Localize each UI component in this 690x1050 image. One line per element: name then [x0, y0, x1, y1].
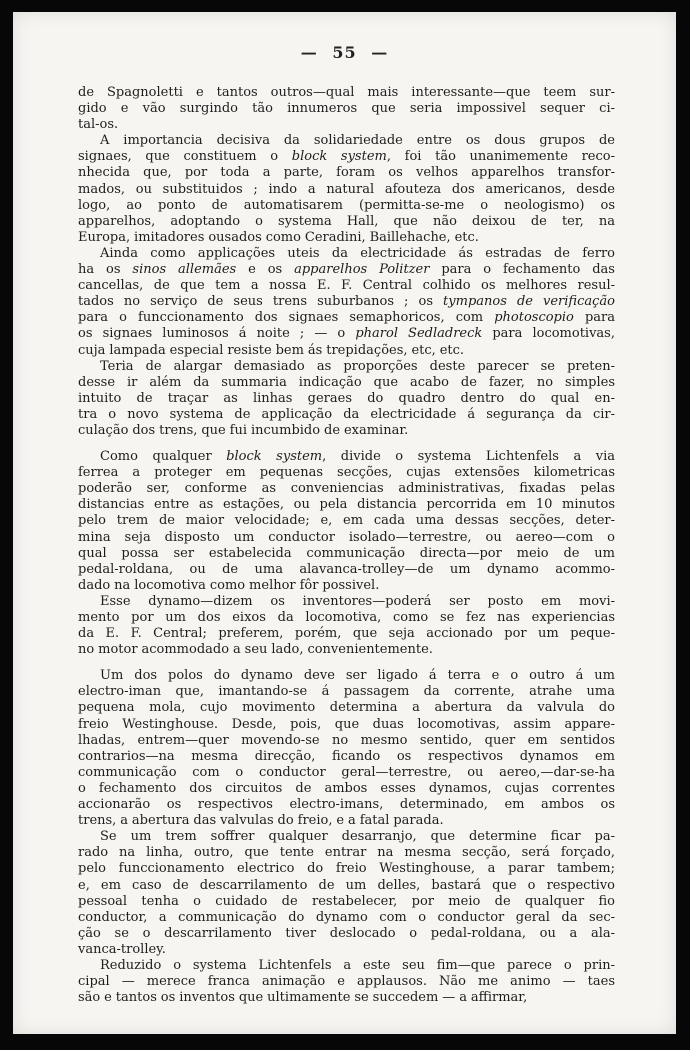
- paragraph: [78, 449, 615, 594]
- text-segment: trens, a abertura das valvulas do freio, e a fatal parada.: [78, 813, 444, 829]
- text-line: [78, 214, 615, 230]
- text-line: [78, 668, 615, 684]
- text-line: [78, 974, 615, 990]
- text-segment: cipal — merece franca animação e applausos. Não me animo — taes: [78, 974, 615, 990]
- text-line: [78, 546, 615, 562]
- scanned-page: [13, 12, 676, 1034]
- text-segment: pequena mola, cujo movimento determina a abertura da valvula do: [78, 700, 615, 716]
- text-segment: no motor acommodado a seu lado, convenientemente.: [78, 642, 433, 658]
- paragraph: [78, 246, 615, 359]
- text-line: [78, 733, 615, 749]
- text-line: [78, 343, 615, 359]
- text-segment: pedal-roldana, ou de uma alavanca-trolley—de um dynamo acommo-: [78, 561, 615, 577]
- text-segment: mados, ou substituidos ; indo a natural afouteza dos americanos, desde: [78, 181, 615, 197]
- text-line: [78, 958, 615, 974]
- text-line: [78, 700, 615, 716]
- italic-text-segment: sinos allemães: [132, 262, 237, 278]
- text-segment: o fechamento dos circuitos de ambos esses dynamos, cujas correntes: [78, 780, 615, 796]
- text-segment: distancias entre as estações, ou pela distancia percorrida em 10 minutos: [78, 497, 615, 513]
- text-line: [78, 926, 615, 942]
- text-segment: pessoal tenha o cuidado de restabelecer, por meio de qualquer fio: [78, 893, 615, 909]
- italic-text-segment: photoscopio: [494, 310, 574, 326]
- text-line: [78, 449, 615, 465]
- paragraph: [78, 85, 615, 133]
- text-segment: Ainda como applicações uteis da electricidade ás estradas de ferro: [100, 245, 615, 261]
- text-segment: communicação com o conductor geral—terrestre, ou aereo,—dar-se-ha: [78, 764, 615, 780]
- text-segment: Se um trem soffrer qualquer desarranjo, que determine ficar pa-: [100, 829, 615, 845]
- text-segment: culação dos trens, que fui incumbido de examinar.: [78, 422, 409, 438]
- text-segment: Um dos polos do dynamo deve ser ligado á terra e o outro á um: [100, 668, 615, 684]
- text-segment: Como qualquer: [100, 449, 227, 465]
- text-segment: contrarios—na mesma direcção, ficando os respectivos dynamos em: [78, 748, 615, 764]
- text-line: [78, 481, 615, 497]
- text-line: [78, 684, 615, 700]
- text-line: [78, 829, 615, 845]
- text-line: [78, 813, 615, 829]
- text-segment: rado na linha, outro, que tente entrar na mesma secção, será forçado,: [78, 845, 615, 861]
- page-number: — 55 —: [300, 43, 389, 62]
- text-segment: pelo funccionamento electrico do freio Westinghouse, a parar tambem;: [78, 861, 615, 877]
- text-segment: tra o novo systema de applicação da electricidade á segurança da cir-: [78, 406, 615, 422]
- text-line: [78, 407, 615, 423]
- italic-text-segment: apparelhos Politzer: [294, 262, 430, 278]
- text-segment: para locomotivas,: [482, 326, 615, 342]
- italic-text-segment: tympanos de verificação: [443, 294, 615, 310]
- text-segment: freio Westinghouse. Desde, pois, que duas locomotivas, assim appare-: [78, 716, 615, 732]
- text-segment: tal-os.: [78, 117, 119, 133]
- text-segment: de Spagnoletti e tantos outros—qual mais interessante—que teem sur-: [78, 85, 615, 100]
- text-line: [78, 610, 615, 626]
- paragraph: [78, 594, 615, 658]
- text-segment: Reduzido o systema Lichtenfels a este seu fim—que parece o prin-: [100, 957, 615, 973]
- text-line: [78, 781, 615, 797]
- italic-text-segment: block system: [291, 149, 387, 165]
- text-line: [78, 310, 615, 326]
- text-segment: , divide o systema Lichtenfels a via: [322, 449, 615, 465]
- text-segment: mento por um dos eixos da locomotiva, como se fez nas experiencias: [78, 610, 615, 625]
- text-line: [78, 375, 615, 391]
- text-segment: para: [573, 310, 615, 326]
- text-segment: conductor, a communicação do dynamo com o conductor geral da sec-: [78, 909, 615, 925]
- text-line: [78, 578, 615, 594]
- paragraph: [78, 668, 615, 829]
- text-line: [78, 133, 615, 149]
- text-line: [78, 878, 615, 894]
- text-segment: dado na locomotiva como melhor fôr possivel.: [78, 577, 380, 593]
- text-line: [78, 497, 615, 513]
- text-line: [78, 894, 615, 910]
- text-segment: para o funccionamento dos signaes semaphoricos, com: [78, 310, 495, 326]
- text-segment: cancellas, de que tem a nossa E. F. Central colhido os melhores resul-: [78, 278, 615, 294]
- text-line: [78, 85, 615, 101]
- text-segment: ção se o descarrilamento tiver deslocado o pedal-roldana, ou a ala-: [78, 925, 615, 941]
- text-segment: os signaes luminosos á noite ; — o: [78, 326, 356, 342]
- text-segment: nhecida que, por toda a parte, foram os velhos apparelhos transfor-: [78, 165, 615, 181]
- text-line: [78, 359, 615, 375]
- text-line: [78, 101, 615, 117]
- text-segment: para o fechamento das: [429, 262, 615, 278]
- paragraph: [78, 829, 615, 958]
- text-line: [78, 717, 615, 733]
- text-line: [78, 749, 615, 765]
- text-segment: e os: [236, 262, 295, 278]
- paragraph: [78, 133, 615, 246]
- text-segment: são e tantos os inventos que ultimamente se succedem — a affirmar,: [78, 990, 528, 1006]
- text-segment: vanca-trolley.: [78, 941, 166, 957]
- text-segment: gido e vão surgindo tão innumeros que seria impossivel sequer ci-: [78, 101, 615, 117]
- text-segment: e, em caso de descarrilamento de um delles, bastará que o respectivo: [78, 877, 615, 893]
- text-line: [78, 861, 615, 877]
- text-line: [78, 117, 615, 133]
- text-segment: lhadas, entrem—quer movendo-se no mesmo sentido, quer em sentidos: [78, 732, 615, 748]
- italic-text-segment: block system: [226, 449, 323, 465]
- italic-text-segment: pharol Sedladreck: [355, 326, 483, 342]
- text-line: [78, 942, 615, 958]
- text-segment: da E. F. Central; preferem, porém, que seja accionado por um peque-: [78, 626, 615, 642]
- text-segment: desse ir além da summaria indicação que acabo de fazer, no simples: [78, 374, 615, 390]
- text-line: [78, 910, 615, 926]
- paragraph: [78, 958, 615, 1006]
- text-line: [78, 423, 615, 439]
- text-line: [78, 326, 615, 342]
- text-line: [78, 642, 615, 658]
- text-line: [78, 513, 615, 529]
- text-line: [78, 278, 615, 294]
- text-line: [78, 562, 615, 578]
- text-line: [78, 294, 615, 310]
- text-segment: Teria de alargar demasiado as proporções deste parecer se preten-: [100, 358, 615, 374]
- text-segment: pelo trem de maior velocidade; e, em cada uma dessas secções, deter-: [78, 513, 615, 529]
- text-segment: ferrea a proteger em pequenas secções, cujas extensões kilometricas: [78, 465, 615, 481]
- text-line: [78, 262, 615, 278]
- text-segment: tados no serviço de seus trens suburbanos ; os: [78, 294, 444, 310]
- text-line: [78, 845, 615, 861]
- text-line: [78, 149, 615, 165]
- text-line: [78, 465, 615, 481]
- text-line: [78, 198, 615, 214]
- text-body: [78, 85, 615, 1006]
- text-segment: intuito de traçar as linhas geraes do quadro dentro do qual en-: [78, 390, 615, 406]
- text-segment: A importancia decisiva da solidariedade entre os dous grupos de: [100, 133, 615, 149]
- text-line: [78, 391, 615, 407]
- text-line: [78, 165, 615, 181]
- text-segment: accionarão os respectivos electro-imans, determinado, em ambos os: [78, 797, 615, 813]
- text-line: [78, 990, 615, 1006]
- paragraph: [78, 359, 615, 439]
- text-line: [78, 626, 615, 642]
- text-line: [78, 182, 615, 198]
- text-line: [78, 246, 615, 262]
- text-line: [78, 797, 615, 813]
- text-segment: cuja lampada especial resiste bem ás trepidações, etc, etc.: [78, 342, 465, 358]
- text-line: [78, 530, 615, 546]
- text-segment: , foi tão unanimemente reco-: [386, 149, 615, 165]
- text-segment: ha os: [78, 262, 133, 278]
- text-segment: Europa, imitadores ousados como Ceradini, Baillehache, etc.: [78, 229, 479, 245]
- text-segment: poderão ser, conforme as conveniencias administrativas, fixadas pelas: [78, 481, 615, 497]
- text-segment: qual possa ser estabelecida communicação directa—por meio de um: [78, 545, 615, 561]
- text-segment: mina seja disposto um conductor isolado—terrestre, ou aereo—com o: [78, 529, 615, 545]
- text-line: [78, 594, 615, 610]
- text-line: [78, 230, 615, 246]
- text-line: [78, 765, 615, 781]
- text-segment: Esse dynamo—dizem os inventores—poderá ser posto em movi-: [100, 593, 615, 609]
- text-segment: apparelhos, adoptando o systema Hall, que não deixou de ter, na: [78, 213, 615, 229]
- text-segment: electro-iman que, imantando-se á passagem da corrente, atrahe uma: [78, 684, 615, 700]
- text-segment: signaes, que constituem o: [78, 149, 292, 165]
- text-segment: logo, ao ponto de automatisarem (permitta-se-me o neologismo) os: [78, 197, 615, 213]
